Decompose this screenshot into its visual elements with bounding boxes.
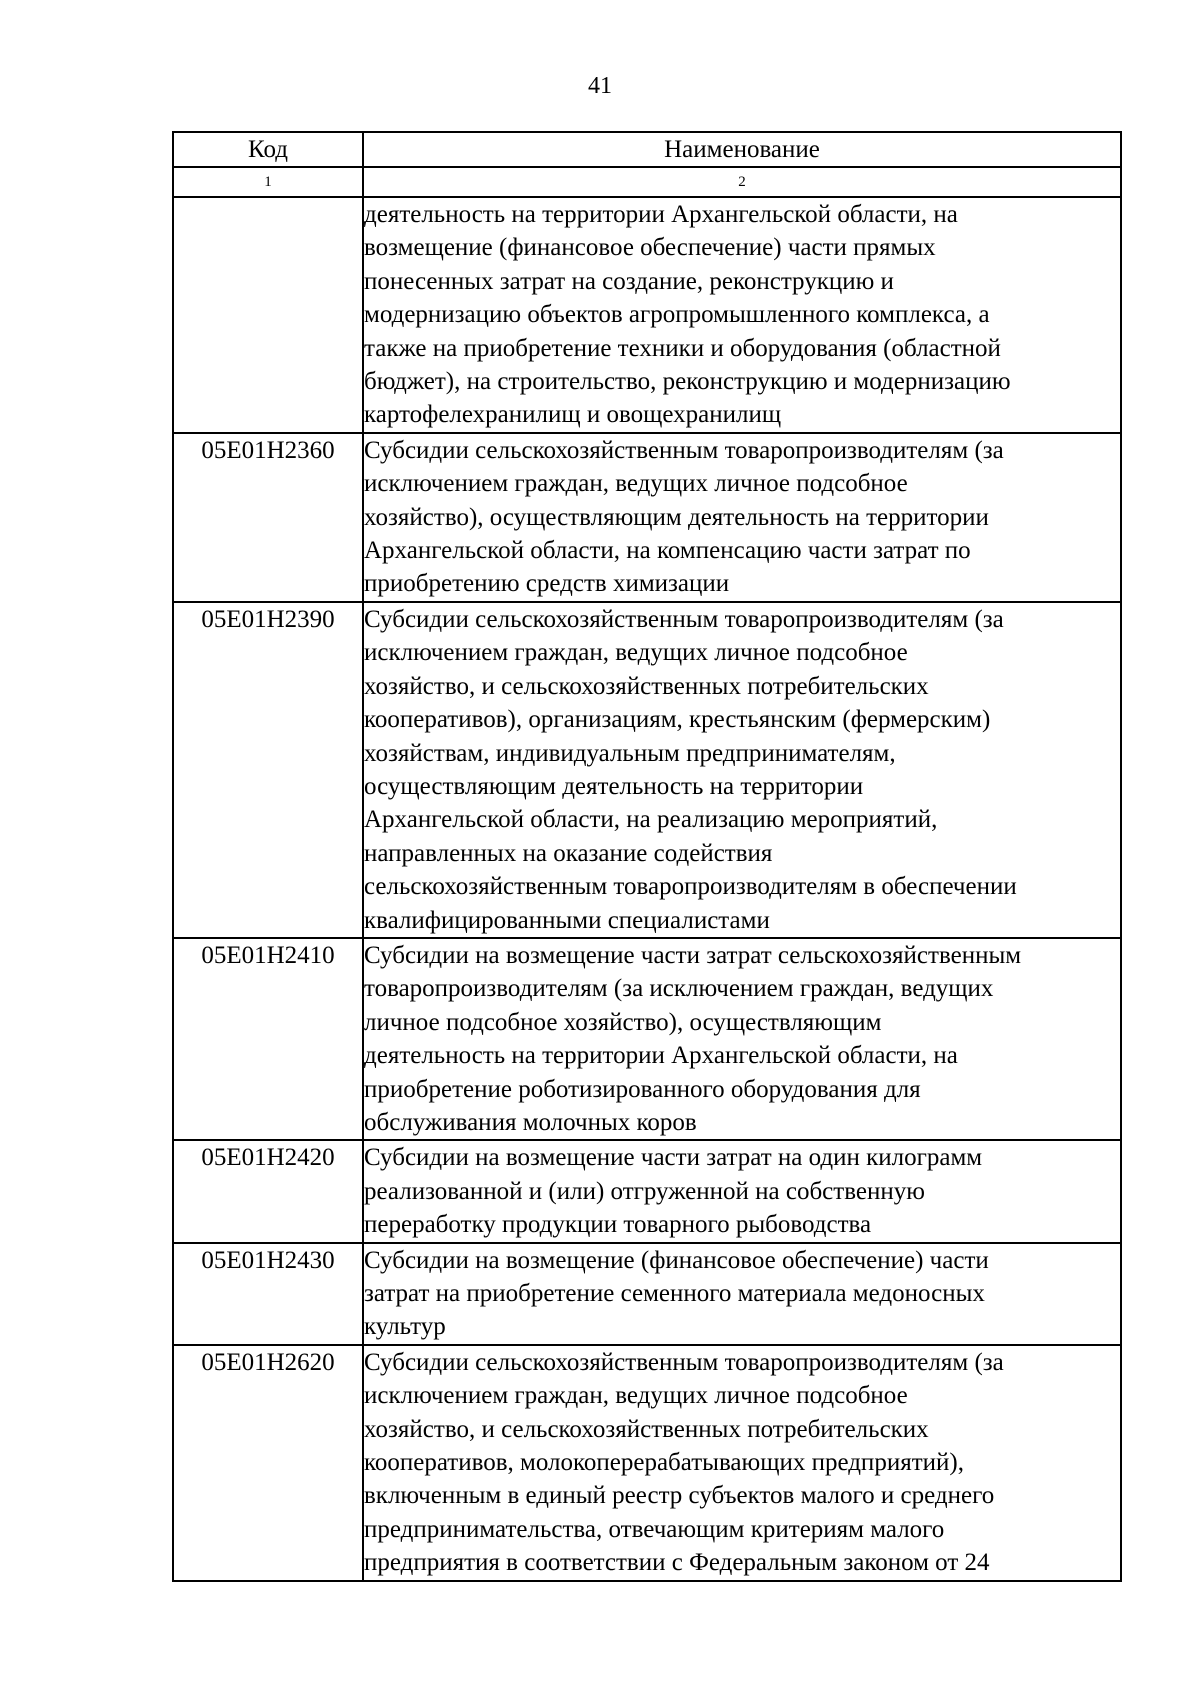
row-name-line: хозяйство, и сельскохозяйственных потребительских bbox=[364, 1415, 929, 1443]
row-name-line: также на приобретение техники и оборудования (областной bbox=[364, 334, 1001, 362]
row-name-line: направленных на оказание содействия bbox=[364, 839, 773, 867]
row-code: 05Е01Н2430 bbox=[173, 1243, 363, 1345]
table-row bbox=[173, 602, 1121, 938]
row-name-line: хозяйствам, индивидуальным предпринимателям, bbox=[364, 739, 896, 767]
table-row bbox=[173, 433, 1121, 602]
row-code bbox=[173, 197, 363, 433]
row-name bbox=[363, 1140, 1121, 1242]
row-name-line: хозяйство), осуществляющим деятельность на территории bbox=[364, 503, 989, 531]
row-name-line: Архангельской области, на компенсацию части затрат по bbox=[364, 537, 971, 565]
row-name-line: Субсидии сельскохозяйственным товаропроизводителям (за bbox=[364, 436, 1004, 464]
table-row bbox=[173, 1140, 1121, 1242]
row-name-line: картофелехранилищ и овощехранилищ bbox=[364, 401, 782, 429]
row-name-line: Архангельской области, на реализацию мероприятий, bbox=[364, 806, 938, 834]
row-name-line: личное подсобное хозяйство), осуществляющим bbox=[364, 1008, 882, 1036]
table-body bbox=[173, 197, 1121, 1581]
row-name-line: товаропроизводителям (за исключением граждан, ведущих bbox=[364, 975, 994, 1003]
row-name-line: приобретение роботизированного оборудования для bbox=[364, 1075, 921, 1103]
column-number-1: 1 bbox=[173, 167, 363, 197]
row-name-line: кооперативов), организациям, крестьянским (фермерским) bbox=[364, 706, 991, 734]
table-row bbox=[173, 197, 1121, 433]
row-name-line: квалифицированными специалистами bbox=[364, 906, 770, 934]
row-name bbox=[363, 1243, 1121, 1345]
column-number-2: 2 bbox=[363, 167, 1121, 197]
budget-codes-table bbox=[172, 131, 1122, 1582]
table-row bbox=[173, 938, 1121, 1140]
row-name-line: бюджет), на строительство, реконструкцию и модернизацию bbox=[364, 368, 1011, 396]
row-name-line: исключением граждан, ведущих личное подсобное bbox=[364, 470, 908, 498]
row-name-line: деятельность на территории Архангельской области, на bbox=[364, 201, 958, 228]
row-name bbox=[363, 602, 1121, 938]
header-code: Код bbox=[173, 132, 363, 167]
row-code: 05Е01Н2410 bbox=[173, 938, 363, 1140]
row-name-line: Субсидии на возмещение части затрат сельскохозяйственным bbox=[364, 941, 1022, 969]
row-name-line: переработку продукции товарного рыбоводства bbox=[364, 1211, 872, 1239]
row-name-line: модернизацию объектов агропромышленного комплекса, а bbox=[364, 301, 990, 329]
row-name-line: возмещение (финансовое обеспечение) части прямых bbox=[364, 234, 936, 262]
row-name bbox=[363, 197, 1121, 433]
row-name-line: затрат на приобретение семенного материала медоносных bbox=[364, 1280, 985, 1307]
page-number: 41 bbox=[588, 73, 612, 99]
row-name-line: сельскохозяйственным товаропроизводителям в обеспечении bbox=[364, 873, 1017, 901]
table-row bbox=[173, 1345, 1121, 1581]
row-code: 05Е01Н2390 bbox=[173, 602, 363, 938]
row-name-line: обслуживания молочных коров bbox=[364, 1108, 697, 1136]
row-code: 05Е01Н2360 bbox=[173, 433, 363, 602]
row-name-line: предпринимательства, отвечающим критериям малого bbox=[364, 1515, 945, 1543]
row-name-line: осуществляющим деятельность на территории bbox=[364, 772, 864, 800]
row-name-line: культур bbox=[364, 1313, 446, 1341]
row-name-line: Субсидии сельскохозяйственным товаропроизводителям (за bbox=[364, 1348, 1004, 1376]
row-name-line: включенным в единый реестр субъектов малого и среднего bbox=[364, 1482, 995, 1510]
row-name-line: кооперативов, молокоперерабатывающих предприятий), bbox=[364, 1449, 964, 1477]
row-name-line: реализованной и (или) отгруженной на собственную bbox=[364, 1177, 925, 1205]
row-name-line: понесенных затрат на создание, реконструкцию и bbox=[364, 267, 894, 295]
row-code: 05Е01Н2420 bbox=[173, 1140, 363, 1242]
row-code: 05Е01Н2620 bbox=[173, 1345, 363, 1581]
row-name-line: Субсидии на возмещение (финансовое обеспечение) части bbox=[364, 1246, 989, 1274]
row-name-line: исключением граждан, ведущих личное подсобное bbox=[364, 1382, 908, 1410]
header-name: Наименование bbox=[363, 132, 1121, 167]
row-name-line: исключением граждан, ведущих личное подсобное bbox=[364, 639, 908, 667]
row-name bbox=[363, 433, 1121, 602]
table-row bbox=[173, 1243, 1121, 1345]
row-name-line: Субсидии на возмещение части затрат на один килограмм bbox=[364, 1144, 983, 1172]
row-name-line: предприятия в соответствии с Федеральным законом от 24 bbox=[364, 1549, 990, 1577]
row-name bbox=[363, 938, 1121, 1140]
row-name-line: приобретению средств химизации bbox=[364, 570, 730, 598]
column-number-row bbox=[173, 167, 1121, 197]
row-name-line: хозяйство, и сельскохозяйственных потребительских bbox=[364, 672, 929, 700]
row-name-line: деятельность на территории Архангельской области, на bbox=[364, 1042, 958, 1070]
row-name-line: Субсидии сельскохозяйственным товаропроизводителям (за bbox=[364, 605, 1004, 633]
table-header-row bbox=[173, 132, 1121, 167]
row-name bbox=[363, 1345, 1121, 1581]
